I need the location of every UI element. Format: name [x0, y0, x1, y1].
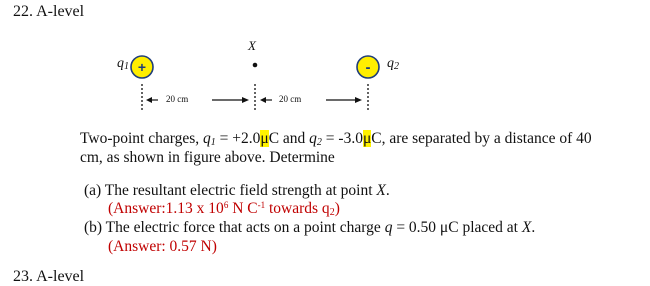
charge-q1-label: $q_1$	[117, 56, 129, 72]
dim-left-arrowhead-a	[146, 97, 152, 103]
question-heading: 22. A-level	[13, 3, 85, 20]
part-b-answer: (Answer: 0.57 N)	[108, 238, 217, 255]
charge-q2-label: $q_2$	[387, 56, 399, 72]
charge-q2-sign: -	[365, 59, 371, 76]
part-a-question: (a) The resultant electric field strength at point X.	[84, 182, 390, 199]
distance-left-label: 20 cm	[166, 94, 189, 104]
highlight-mu-2: μ	[362, 130, 372, 147]
dim-right-arrowhead-a	[260, 97, 266, 103]
part-a-answer: (Answer:1.13 x $10^6$ N $C^{-1}$ towards $q_2$)	[108, 200, 340, 218]
point-x-dot	[253, 63, 258, 68]
problem-line-1: Two-point charges, $q_1 = +2.0\mu C$ and $q_2 = -3.0\mu C$, are separated by a distance of 40	[80, 130, 592, 148]
part-b-question: (b) The electric force that acts on a point charge q = 0.50 μC placed at X.	[84, 219, 536, 236]
charge-q1-sign: +	[137, 59, 147, 75]
highlight-mu-1: μ	[260, 130, 269, 147]
dim-right-arrowhead-b	[355, 97, 362, 103]
dim-left-arrowhead-b	[242, 97, 249, 103]
problem-line-2: cm, as shown in figure above. Determine	[80, 149, 335, 166]
point-x-label: X	[248, 38, 256, 53]
next-question-heading: 23. A-level	[13, 268, 85, 285]
distance-right-label: 20 cm	[279, 94, 302, 104]
